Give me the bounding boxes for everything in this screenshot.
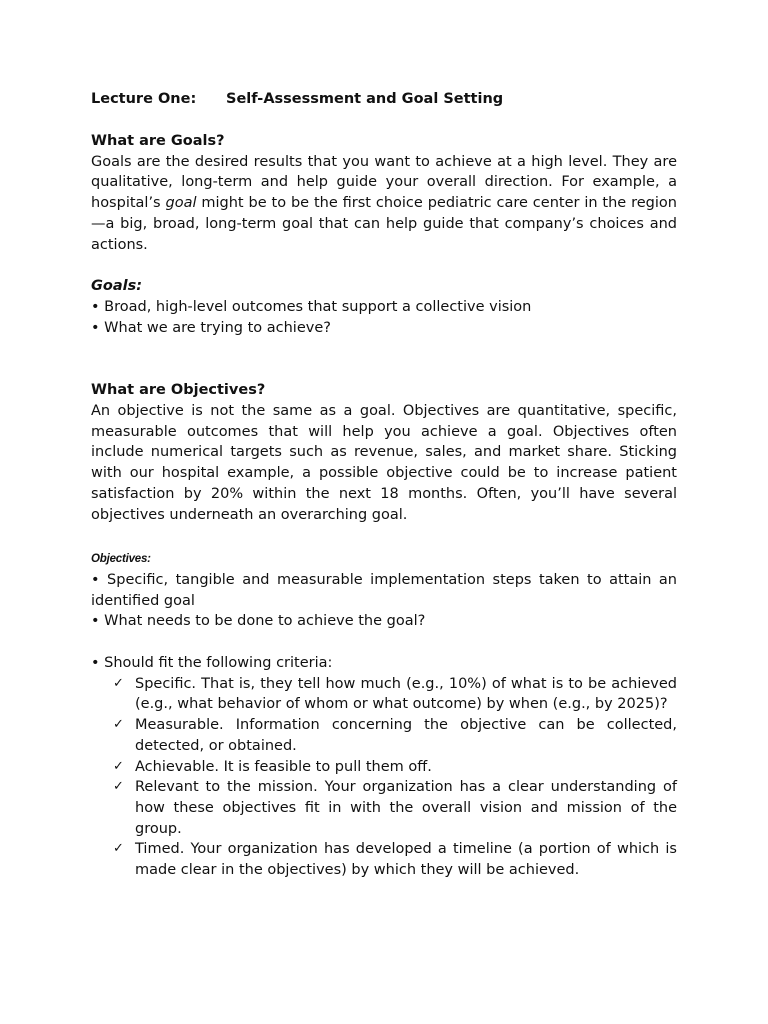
criteria-text: Specific. That is, they tell how much (e.g., 10%) of what is to be achieved (e.g., what behavior of whom or what outcome) by when (e.g., by 2025)? — [135, 675, 677, 713]
goals-heading: What are Goals? — [91, 133, 225, 149]
document-page — [91, 89, 677, 881]
objectives-bullet: • What needs to be done to achieve the goal? — [91, 613, 426, 630]
goals-paragraph-text-1: Goals are the desired results that you want to achieve at a high level. They are qualitative, long-term and help guide your overall direction. For example, a hospital’s — [91, 153, 677, 212]
lecture-title — [91, 89, 677, 110]
lecture-topic: Self-Assessment and Goal Setting — [226, 91, 504, 107]
objectives-subheading: Objectives: — [91, 553, 151, 566]
criteria-text: Relevant to the mission. Your organization has a clear understanding of how these objectives fit in with the overall vision and mission of the group. — [135, 779, 677, 837]
criteria-text: Achievable. It is feasible to pull them off. — [135, 758, 432, 775]
criteria-intro: • Should fit the following criteria: — [91, 655, 333, 672]
criteria-text: Measurable. Information concerning the objective can be collected, detected, or obtained. — [135, 717, 677, 754]
goals-paragraph-italic: goal — [165, 195, 197, 212]
check-icon: ✓ — [113, 779, 124, 795]
check-icon: ✓ — [113, 758, 124, 774]
spacer — [91, 110, 677, 131]
goals-paragraph-text-2: might be to be the first choice pediatric care center in the region —a big, broad, long-term goal that can help guide that company’s choices and actions. — [91, 195, 677, 253]
spacer — [91, 525, 677, 549]
spacer — [91, 255, 677, 276]
goals-bullet: • Broad, high-level outcomes that support a collective vision — [91, 298, 532, 315]
criteria-item — [113, 715, 677, 756]
lecture-label: Lecture One: — [91, 91, 197, 107]
check-icon: ✓ — [113, 675, 124, 691]
objectives-paragraph: An objective is not the same as a goal. Objectives are quantitative, specific, measurable outcomes that will help you achieve a goal. Objectives often include numerical targets such as revenue, sales, and market share. Sticking with our hospital example, a possible objective could be to increase patient satisfaction by 20% within the next 18 months. Often, you’ll have several objectives underneath an overarching goal. — [91, 403, 677, 523]
check-icon: ✓ — [113, 717, 124, 733]
spacer — [91, 632, 677, 653]
goals-paragraph — [91, 152, 677, 256]
criteria-item — [113, 674, 677, 715]
objectives-heading: What are Objectives? — [91, 382, 266, 399]
criteria-text: Timed. Your organization has developed a timeline (a portion of which is made clear in the objectives) by which they will be achieved. — [135, 841, 677, 879]
criteria-item — [113, 757, 677, 778]
objectives-bullet: • Specific, tangible and measurable implementation steps taken to attain an identified goal — [91, 571, 677, 609]
check-icon: ✓ — [113, 841, 124, 857]
goals-bullet: • What we are trying to achieve? — [91, 319, 331, 336]
spacer — [91, 338, 677, 380]
criteria-item — [113, 839, 677, 880]
criteria-list — [91, 674, 677, 881]
goals-subheading: Goals: — [91, 278, 143, 295]
criteria-item — [113, 777, 677, 839]
